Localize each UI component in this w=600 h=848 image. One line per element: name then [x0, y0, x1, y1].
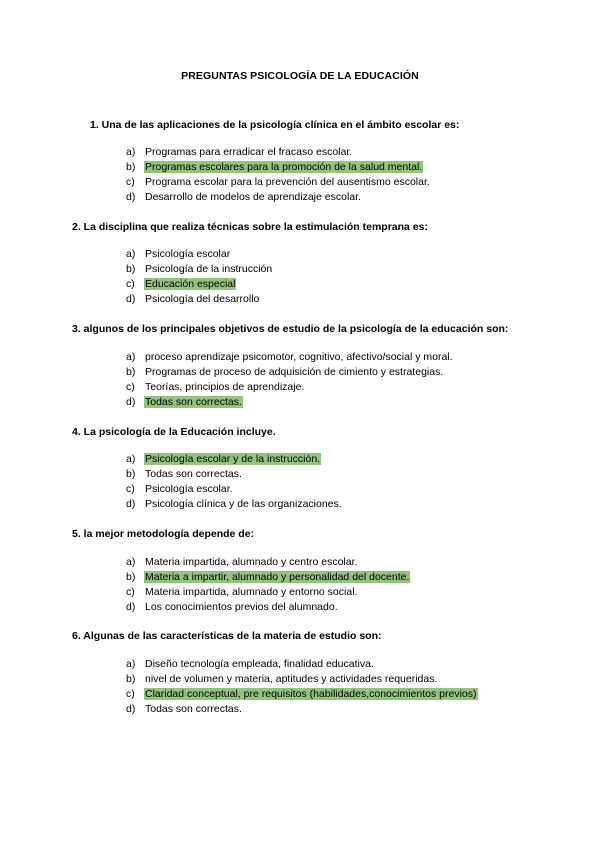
option-text: Materia impartida, alumnado y centro escolar. — [145, 556, 358, 568]
option-b — [126, 672, 478, 687]
question-1: 1. Una de las aplicaciones de la psicología clínica en el ámbito escolar es: — [90, 119, 460, 131]
option-text: Programa escolar para la prevención del ausentismo escolar. — [145, 176, 430, 188]
option-text-highlighted: Materia a impartir, alumnado y personalidad del docente. — [145, 571, 410, 583]
option-b-correct — [126, 160, 431, 175]
option-c-correct — [126, 687, 478, 702]
option-b-correct — [126, 570, 410, 585]
option-c — [126, 482, 343, 497]
option-letter: a) — [126, 146, 136, 158]
option-letter: b) — [126, 161, 136, 173]
option-letter: d) — [126, 293, 136, 305]
option-c — [126, 175, 431, 190]
option-d — [126, 292, 273, 307]
option-letter: b) — [126, 673, 136, 685]
option-text: Todas son correctas. — [145, 703, 242, 715]
question-5: 5. la mejor metodología depende de: — [72, 528, 255, 540]
option-text: Diseño tecnología empleada, finalidad educativa. — [145, 658, 374, 670]
option-b — [126, 365, 454, 380]
option-text: nivel de volumen y materia, aptitudes y actividades requeridas. — [145, 673, 438, 685]
option-b — [126, 262, 273, 277]
option-letter: a) — [126, 658, 136, 670]
option-letter: c) — [126, 586, 135, 598]
option-a — [126, 555, 410, 570]
option-letter: b) — [126, 263, 136, 275]
option-text: Psicología del desarrollo — [145, 293, 260, 305]
option-text: Psicología escolar — [145, 248, 231, 260]
option-c — [126, 585, 410, 600]
page-title: PREGUNTAS PSICOLOGÍA DE LA EDUCACIÓN — [181, 70, 419, 82]
option-letter: b) — [126, 366, 136, 378]
option-letter: d) — [126, 396, 136, 408]
option-a-correct — [126, 452, 343, 467]
option-letter: c) — [126, 688, 135, 700]
option-text-highlighted: Programas escolares para la promoción de la salud mental. — [145, 161, 423, 173]
options-list — [126, 247, 273, 307]
option-d-correct — [126, 395, 454, 410]
option-d — [126, 190, 431, 205]
option-text-highlighted: Psicología escolar y de la instrucción. — [145, 453, 321, 465]
option-letter: c) — [126, 381, 135, 393]
option-text-highlighted: Educación especial — [145, 278, 236, 290]
option-c-correct — [126, 277, 273, 292]
option-d — [126, 600, 410, 615]
option-d — [126, 702, 478, 717]
option-letter: c) — [126, 483, 135, 495]
option-letter: d) — [126, 191, 136, 203]
option-letter: d) — [126, 703, 136, 715]
option-letter: c) — [126, 278, 135, 290]
option-c — [126, 380, 454, 395]
option-d — [126, 497, 343, 512]
option-text: Teorías, principios de aprendizaje. — [145, 381, 305, 393]
option-text: Los conocimientos previos del alumnado. — [145, 601, 338, 613]
options-list — [126, 145, 431, 205]
option-a — [126, 657, 478, 672]
option-text: proceso aprendizaje psicomotor, cognitivo, afectivo/social y moral. — [145, 351, 453, 363]
question-2: 2. La disciplina que realiza técnicas sobre la estimulación temprana es: — [72, 221, 428, 233]
option-letter: a) — [126, 556, 136, 568]
option-text: Materia impartida, alumnado y entorno social. — [145, 586, 358, 598]
option-a — [126, 247, 273, 262]
question-3: 3. algunos de los principales objetivos de estudio de la psicología de la educación son: — [72, 323, 509, 335]
option-letter: c) — [126, 176, 135, 188]
options-list — [126, 657, 478, 717]
option-letter: d) — [126, 498, 136, 510]
option-text: Psicología escolar. — [145, 483, 233, 495]
option-text: Programas de proceso de adquisición de cimiento y estrategias. — [145, 366, 444, 378]
option-b — [126, 467, 343, 482]
option-letter: b) — [126, 468, 136, 480]
option-text: Desarrollo de modelos de aprendizaje escolar. — [145, 191, 361, 203]
option-letter: b) — [126, 571, 136, 583]
options-list — [126, 452, 343, 512]
option-letter: a) — [126, 453, 136, 465]
question-6: 6. Algunas de las características de la materia de estudio son: — [72, 630, 382, 642]
option-letter: d) — [126, 601, 136, 613]
options-list — [126, 350, 454, 410]
option-letter: a) — [126, 351, 136, 363]
option-text: Psicología clínica y de las organizaciones. — [145, 498, 342, 510]
option-letter: a) — [126, 248, 136, 260]
options-list — [126, 555, 410, 615]
option-text-highlighted: Claridad conceptual, pre requisitos (habilidades,conocimientos previos) — [145, 688, 477, 700]
option-text: Programas para erradicar el fracaso escolar. — [145, 146, 353, 158]
option-text-highlighted: Todas son correctas. — [145, 396, 242, 408]
option-a — [126, 350, 454, 365]
question-4: 4. La psicología de la Educación incluye. — [72, 426, 276, 438]
option-text: Psicología de la instrucción — [145, 263, 273, 275]
option-text: Todas son correctas. — [145, 468, 242, 480]
option-a — [126, 145, 431, 160]
